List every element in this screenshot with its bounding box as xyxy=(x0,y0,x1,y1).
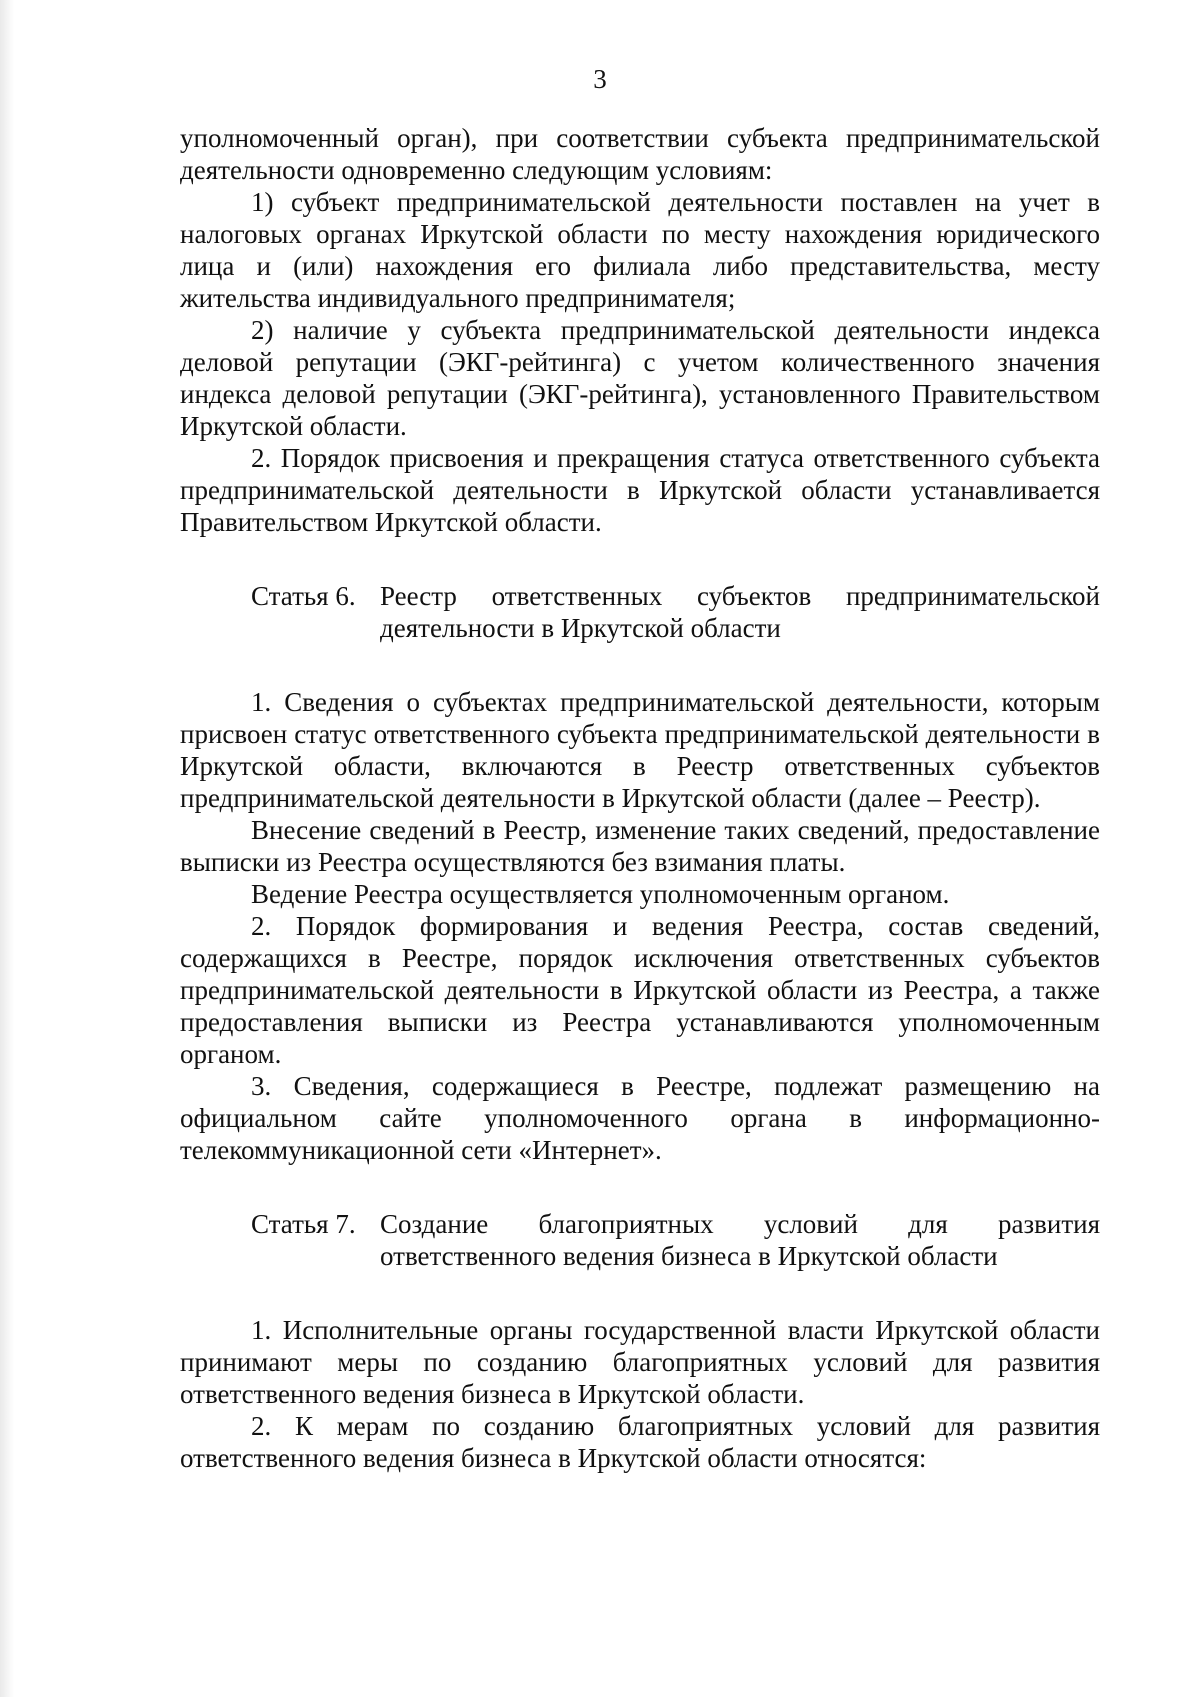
article-7-heading xyxy=(180,1208,1100,1272)
article-number: Статья 7. xyxy=(251,1209,356,1239)
article-title: Реестр ответственных субъектов предпринимательской деятельности в Иркутской области xyxy=(380,581,1100,643)
paragraph: уполномоченный орган), при соответствии субъекта предпринимательской деятельности одновременно следующим условиям: xyxy=(180,123,1100,185)
paragraph: Внесение сведений в Реестр, изменение таких сведений, предоставление выписки из Реестра осуществляются без взимания платы. xyxy=(180,815,1100,877)
article-6-heading xyxy=(180,580,1100,644)
document-body xyxy=(180,122,1100,1474)
paragraph: 3. Сведения, содержащиеся в Реестре, подлежат размещению на официальном сайте уполномоченного органа в информационно-телекоммуникационной сети «Интернет». xyxy=(180,1071,1100,1165)
article-title: Создание благоприятных условий для развития ответственного ведения бизнеса в Иркутской области xyxy=(380,1209,1100,1271)
scan-edge xyxy=(0,0,14,1697)
paragraph: 1. Исполнительные органы государственной власти Иркутской области принимают меры по созданию благоприятных условий для развития ответственного ведения бизнеса в Иркутской области. xyxy=(180,1315,1100,1409)
paragraph: 2. Порядок присвоения и прекращения статуса ответственного субъекта предпринимательской деятельности в Иркутской области устанавливается Правительством Иркутской области. xyxy=(180,443,1100,537)
paragraph: 1. Сведения о субъектах предпринимательской деятельности, которым присвоен статус ответственного субъекта предпринимательской деятельности в Иркутской области, включаются в Реестр ответственных субъектов предпринимательской деятельности в Иркутской области (далее – Реестр). xyxy=(180,687,1100,813)
paragraph: Ведение Реестра осуществляется уполномоченным органом. xyxy=(251,879,950,909)
paragraph: 2. Порядок формирования и ведения Реестра, состав сведений, содержащихся в Реестре, порядок исключения ответственных субъектов предпринимательской деятельности в Иркутской области из Реестра, а также предоставления выписки из Реестра устанавливаются уполномоченным органом. xyxy=(180,911,1100,1069)
paragraph: 2) наличие у субъекта предпринимательской деятельности индекса деловой репутации (ЭКГ-рейтинга) с учетом количественного значения индекса деловой репутации (ЭКГ-рейтинга), установленного Правительством Иркутской области. xyxy=(180,315,1100,441)
page-number: 3 xyxy=(593,64,607,94)
article-number: Статья 6. xyxy=(251,581,356,611)
paragraph: 2. К мерам по созданию благоприятных условий для развития ответственного ведения бизнеса в Иркутской области относятся: xyxy=(180,1411,1100,1473)
paragraph: 1) субъект предпринимательской деятельности поставлен на учет в налоговых органах Иркутской области по месту нахождения юридического лица и (или) нахождения его филиала либо представительства, месту жительства индивидуального предпринимателя; xyxy=(180,187,1100,313)
